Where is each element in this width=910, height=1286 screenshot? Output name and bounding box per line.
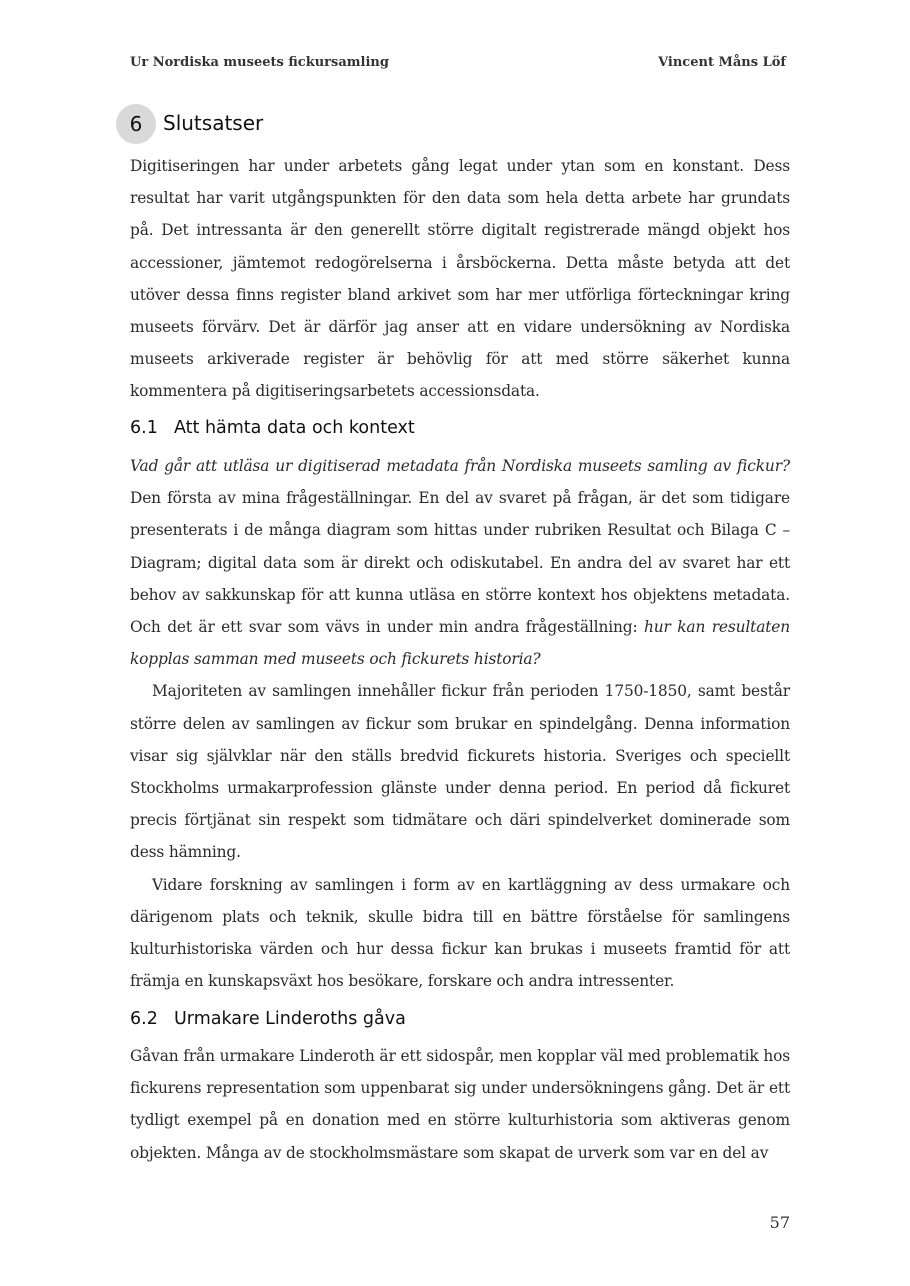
paragraph xyxy=(130,450,790,675)
chapter-intro-block xyxy=(130,150,790,408)
research-question-2: hur kan resultaten kopplas samman med museets och fickurets historia? xyxy=(130,618,790,669)
page-number: 57 xyxy=(769,1213,790,1232)
section-title: Att hämta data och kontext xyxy=(174,418,415,438)
chapter-heading xyxy=(116,104,616,146)
section-6-2-body xyxy=(130,1040,790,1169)
research-question: Vad går att utläsa ur digitiserad metadata från Nordiska museets samling av fickur? xyxy=(130,457,790,475)
paragraph: Gåvan från urmakare Linderoth är ett sidospår, men kopplar väl med problematik hos fickurens representation som uppenbarat sig under undersökningens gång. Det är ett tydligt exempel på en donation med en större kulturhistoria som aktiveras genom objekten. Många av de stockholmsmästare som skapat de urverk som var en del av xyxy=(130,1047,790,1162)
section-title: Urmakare Linderoths gåva xyxy=(174,1009,406,1029)
paragraph: Vidare forskning av samlingen i form av en kartläggning av dess urmakare och därigenom plats och teknik, skulle bidra till en bättre förståelse för samlingens kulturhistoriska värden och hur dessa fickur kan brukas i museets framtid för att främja en kunskapsväxt hos besökare, forskare och andra intressenter. xyxy=(130,875,790,991)
section-heading-6-1 xyxy=(130,418,415,438)
header-left-title: Ur Nordiska museets fickursamling xyxy=(130,55,389,70)
paragraph-text: Den första av mina frågeställningar. En del av svaret på frågan, är det som tidigare presenterats i de många diagram som hittas under rubriken Resultat och Bilaga C – Diagram; digital data som är direkt och odiskutabel. En andra del av svaret har ett behov av sakkunskap för att kunna utläsa en större kontext hos objektens metadata. Och det är ett svar som vävs in under min andra frågeställning: xyxy=(130,489,790,637)
chapter-title: Slutsatser xyxy=(163,111,264,135)
section-number: 6.1 xyxy=(130,418,158,438)
section-6-1-body xyxy=(130,450,790,997)
section-heading-6-2 xyxy=(130,1009,406,1029)
running-header xyxy=(130,55,786,75)
header-author: Vincent Måns Löf xyxy=(658,55,786,70)
chapter-intro-paragraph: Digitiseringen har under arbetets gång legat under ytan som en konstant. Dess resultat har varit utgångspunkten för den data som hela detta arbete har grundats på. Det intressanta är den generellt större digitalt registrerade mängd objekt hos accessioner, jämtemot redogörelserna i årsböckerna. Detta måste betyda att det utöver dessa finns register bland arkivet som har mer utförliga förteckningar kring museets förvärv. Det är därför jag anser att en vidare undersökning av Nordiska museets arkiverade register är behövlig för att med större säkerhet kunna kommentera på digitiseringsarbetets accessionsdata. xyxy=(130,157,790,401)
chapter-number-badge: 6 xyxy=(116,104,156,144)
paragraph: Majoriteten av samlingen innehåller fickur från perioden 1750-1850, samt består större delen av samlingen av fickur som brukar en spindelgång. Denna information visar sig självklar när den ställs bredvid fickurets historia. Sveriges och speciellt Stockholms urmakarprofession glänste under denna period. En period då fickuret precis förtjänat sin respekt som tidmätare och däri spindelverket dominerade som dess hämning. xyxy=(130,682,790,862)
section-number: 6.2 xyxy=(130,1009,158,1029)
